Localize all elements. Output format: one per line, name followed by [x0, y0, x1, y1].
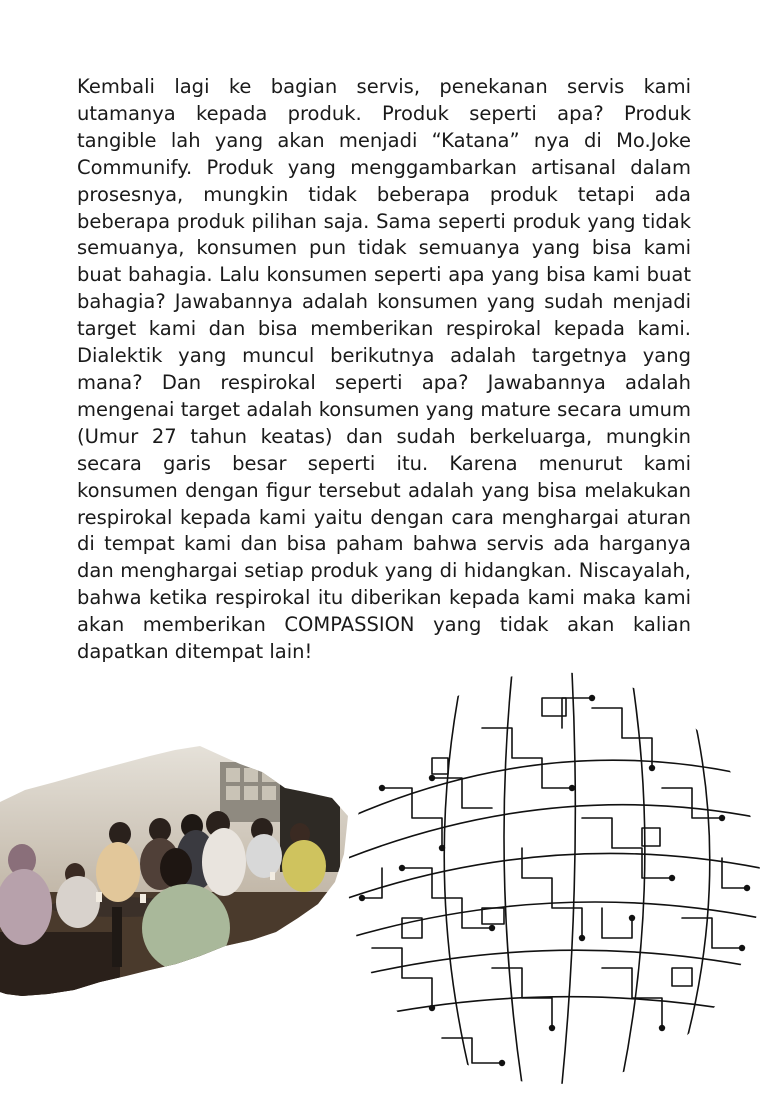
- body-paragraph: Kembali lagi ke bagian servis, penekanan servis kami utamanya kepada produk. Produk seperti apa? Produk tangible lah yang akan menjadi “Katana” nya di Mo.Joke Communify. Produk yang menggambarkan artisanal dalam prosesnya, mungkin tidak beberapa produk tetapi ada beberapa produk pilihan saja. Sama seperti produk yang tidak semuanya, konsumen pun tidak semuanya yang bisa kami buat bahagia. Lalu konsumen seperti apa yang bisa kami buat bahagia? Jawabannya adalah konsumen yang sudah menjadi target kami dan bisa memberikan respirokal kepada kami. Dialektik yang muncul berikutnya adalah targetnya yang mana? Dan respirokal seperti apa? Jawabannya adalah mengenai target adalah konsumen yang mature secara umum (Umur 27 tahun keatas) dan sudah berkeluarga, mungkin secara garis besar seperti itu. Karena menurut kami konsumen dengan figur tersebut adalah yang bisa melakukan respirokal kepada kami yaitu dengan cara menghargai aturan di tempat kami dan bisa paham bahwa servis ada harganya dan menghargai setiap produk yang di hidangkan. Niscayalah, bahwa ketika respirokal itu diberikan kepada kami maka kami akan memberikan COMPASSION yang tidak akan kalian dapatkan ditempat lain!: [77, 75, 691, 664]
- cafe-crowd-photo: [0, 742, 352, 1000]
- circuit-globe-illustration: [342, 668, 762, 1088]
